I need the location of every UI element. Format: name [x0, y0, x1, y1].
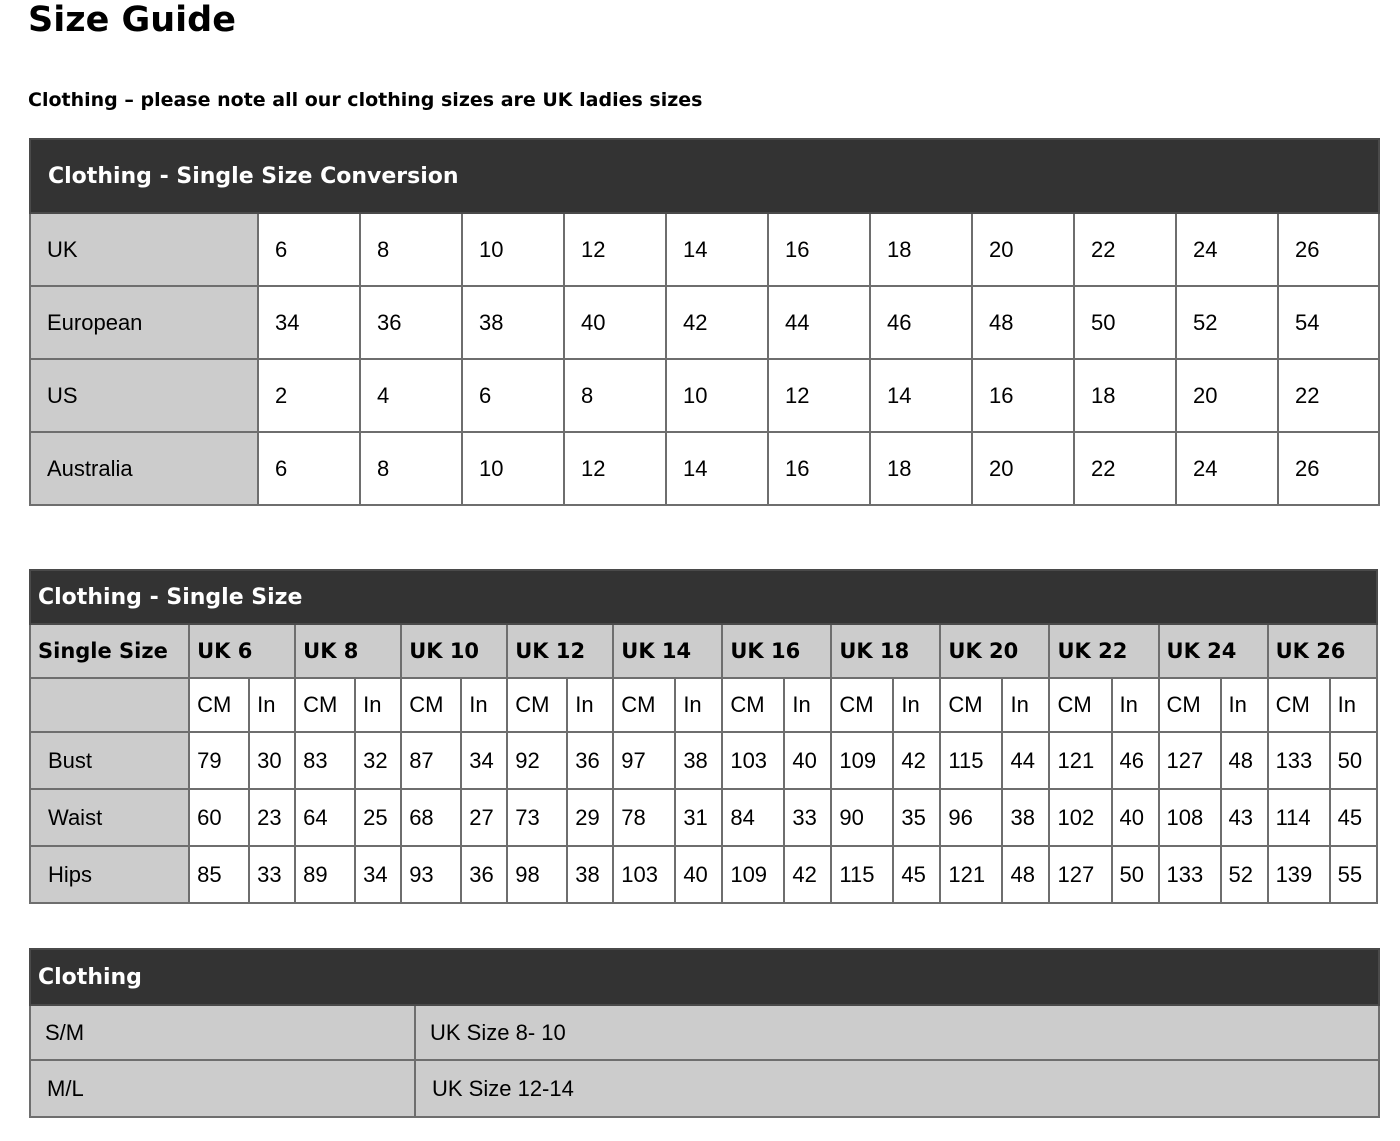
- size-column-header: UK 24: [1159, 624, 1268, 678]
- unit-in-label: In: [784, 678, 831, 732]
- measurement-value-cell: 79: [189, 732, 249, 789]
- size-value-cell: 14: [666, 213, 768, 286]
- measurement-value-cell: 84: [722, 789, 784, 846]
- size-value-cell: 12: [564, 213, 666, 286]
- measurement-value-cell: 32: [355, 732, 401, 789]
- measurement-value-cell: 127: [1159, 732, 1221, 789]
- unit-in-label: In: [1330, 678, 1377, 732]
- size-column-header: UK 14: [613, 624, 722, 678]
- size-system-label: Australia: [30, 432, 258, 505]
- unit-cm-label: CM: [1268, 678, 1330, 732]
- measurement-value-cell: 48: [1221, 732, 1268, 789]
- unit-cm-label: CM: [1049, 678, 1111, 732]
- fit-label: S/M: [30, 1005, 415, 1060]
- unit-in-label: In: [675, 678, 722, 732]
- single-size-table-title: Clothing - Single Size: [30, 570, 1377, 624]
- unit-in-label: In: [1221, 678, 1268, 732]
- fit-label: M/L: [30, 1060, 415, 1117]
- size-value-cell: 10: [666, 359, 768, 432]
- size-value-cell: 40: [564, 286, 666, 359]
- measurement-value-cell: 102: [1049, 789, 1111, 846]
- measurement-value-cell: 60: [189, 789, 249, 846]
- unit-cm-label: CM: [295, 678, 355, 732]
- size-column-header: UK 18: [831, 624, 940, 678]
- measurement-value-cell: 29: [567, 789, 613, 846]
- size-system-label: European: [30, 286, 258, 359]
- measurement-value-cell: 38: [567, 846, 613, 903]
- size-value-cell: 12: [768, 359, 870, 432]
- size-value-cell: 12: [564, 432, 666, 505]
- unit-cm-label: CM: [722, 678, 784, 732]
- size-value-cell: 18: [870, 432, 972, 505]
- size-value-cell: 46: [870, 286, 972, 359]
- measurement-value-cell: 121: [940, 846, 1002, 903]
- size-value-cell: 10: [462, 213, 564, 286]
- size-value-cell: 20: [972, 213, 1074, 286]
- measurement-value-cell: 103: [613, 846, 675, 903]
- unit-row-empty-cell: [30, 678, 189, 732]
- unit-in-label: In: [1112, 678, 1159, 732]
- measurement-value-cell: 42: [893, 732, 940, 789]
- size-value-cell: 6: [258, 213, 360, 286]
- measurement-value-cell: 108: [1159, 789, 1221, 846]
- unit-in-label: In: [355, 678, 401, 732]
- unit-in-label: In: [567, 678, 613, 732]
- unit-in-label: In: [461, 678, 507, 732]
- clothing-table-title: Clothing: [30, 949, 1379, 1005]
- measurement-label: Waist: [30, 789, 189, 846]
- measurement-value-cell: 33: [784, 789, 831, 846]
- single-size-header-label: Single Size: [30, 624, 189, 678]
- size-column-header: UK 8: [295, 624, 401, 678]
- measurement-value-cell: 73: [507, 789, 567, 846]
- measurement-value-cell: 40: [1112, 789, 1159, 846]
- measurement-label: Hips: [30, 846, 189, 903]
- measurement-value-cell: 23: [249, 789, 295, 846]
- measurement-value-cell: 90: [831, 789, 893, 846]
- unit-in-label: In: [1002, 678, 1049, 732]
- unit-cm-label: CM: [401, 678, 461, 732]
- measurement-value-cell: 34: [461, 732, 507, 789]
- unit-in-label: In: [249, 678, 295, 732]
- measurement-value-cell: 121: [1049, 732, 1111, 789]
- size-value-cell: 38: [462, 286, 564, 359]
- measurement-value-cell: 35: [893, 789, 940, 846]
- measurement-value-cell: 115: [940, 732, 1002, 789]
- measurement-value-cell: 31: [675, 789, 722, 846]
- measurement-value-cell: 27: [461, 789, 507, 846]
- measurement-value-cell: 93: [401, 846, 461, 903]
- size-value-cell: 10: [462, 432, 564, 505]
- measurement-value-cell: 42: [784, 846, 831, 903]
- measurement-value-cell: 109: [722, 846, 784, 903]
- size-value-cell: 22: [1278, 359, 1379, 432]
- clothing-fit-table: [29, 948, 1380, 1118]
- measurement-label: Bust: [30, 732, 189, 789]
- size-value-cell: 22: [1074, 213, 1176, 286]
- size-value-cell: 54: [1278, 286, 1379, 359]
- size-value-cell: 16: [972, 359, 1074, 432]
- size-column-header: UK 6: [189, 624, 295, 678]
- measurement-value-cell: 50: [1112, 846, 1159, 903]
- size-value-cell: 16: [768, 432, 870, 505]
- measurement-value-cell: 45: [893, 846, 940, 903]
- measurement-value-cell: 115: [831, 846, 893, 903]
- page-title: Size Guide: [28, 0, 236, 40]
- size-column-header: UK 26: [1268, 624, 1377, 678]
- measurement-value-cell: 64: [295, 789, 355, 846]
- single-size-measurements-table: [29, 569, 1378, 904]
- measurement-value-cell: 103: [722, 732, 784, 789]
- fit-value: UK Size 12-14: [415, 1060, 1379, 1117]
- size-value-cell: 20: [972, 432, 1074, 505]
- unit-cm-label: CM: [613, 678, 675, 732]
- measurement-value-cell: 68: [401, 789, 461, 846]
- measurement-value-cell: 85: [189, 846, 249, 903]
- measurement-value-cell: 133: [1159, 846, 1221, 903]
- size-value-cell: 44: [768, 286, 870, 359]
- size-value-cell: 48: [972, 286, 1074, 359]
- measurement-value-cell: 114: [1268, 789, 1330, 846]
- measurement-value-cell: 109: [831, 732, 893, 789]
- measurement-value-cell: 98: [507, 846, 567, 903]
- measurement-value-cell: 78: [613, 789, 675, 846]
- size-value-cell: 2: [258, 359, 360, 432]
- fit-value: UK Size 8- 10: [415, 1005, 1379, 1060]
- size-conversion-table: [29, 138, 1380, 506]
- unit-in-label: In: [893, 678, 940, 732]
- table-row: [30, 789, 1377, 846]
- measurement-value-cell: 127: [1049, 846, 1111, 903]
- clothing-note: Clothing – please note all our clothing sizes are UK ladies sizes: [28, 89, 703, 111]
- size-value-cell: 6: [258, 432, 360, 505]
- table-row: [30, 213, 1379, 286]
- size-header-row: [30, 624, 1377, 678]
- measurement-value-cell: 30: [249, 732, 295, 789]
- size-column-header: UK 20: [940, 624, 1049, 678]
- measurement-value-cell: 25: [355, 789, 401, 846]
- size-value-cell: 4: [360, 359, 462, 432]
- measurement-value-cell: 48: [1002, 846, 1049, 903]
- measurement-value-cell: 89: [295, 846, 355, 903]
- size-value-cell: 34: [258, 286, 360, 359]
- table-row: [30, 286, 1379, 359]
- size-value-cell: 22: [1074, 432, 1176, 505]
- measurement-value-cell: 44: [1002, 732, 1049, 789]
- table-row: [30, 432, 1379, 505]
- measurement-value-cell: 36: [567, 732, 613, 789]
- measurement-value-cell: 38: [675, 732, 722, 789]
- measurement-value-cell: 96: [940, 789, 1002, 846]
- size-value-cell: 36: [360, 286, 462, 359]
- size-value-cell: 26: [1278, 432, 1379, 505]
- unit-header-row: [30, 678, 1377, 732]
- size-system-label: UK: [30, 213, 258, 286]
- measurement-value-cell: 133: [1268, 732, 1330, 789]
- size-value-cell: 14: [870, 359, 972, 432]
- size-value-cell: 20: [1176, 359, 1278, 432]
- unit-cm-label: CM: [831, 678, 893, 732]
- size-value-cell: 26: [1278, 213, 1379, 286]
- size-value-cell: 16: [768, 213, 870, 286]
- table-row: [30, 359, 1379, 432]
- size-column-header: UK 22: [1049, 624, 1158, 678]
- unit-cm-label: CM: [1159, 678, 1221, 732]
- measurement-value-cell: 139: [1268, 846, 1330, 903]
- size-value-cell: 6: [462, 359, 564, 432]
- unit-cm-label: CM: [189, 678, 249, 732]
- measurement-value-cell: 43: [1221, 789, 1268, 846]
- measurement-value-cell: 33: [249, 846, 295, 903]
- size-value-cell: 24: [1176, 432, 1278, 505]
- measurement-value-cell: 36: [461, 846, 507, 903]
- size-value-cell: 8: [360, 432, 462, 505]
- unit-cm-label: CM: [507, 678, 567, 732]
- size-value-cell: 52: [1176, 286, 1278, 359]
- size-value-cell: 8: [564, 359, 666, 432]
- conversion-table-title: Clothing - Single Size Conversion: [30, 139, 1379, 213]
- measurement-value-cell: 97: [613, 732, 675, 789]
- measurement-value-cell: 92: [507, 732, 567, 789]
- size-system-label: US: [30, 359, 258, 432]
- size-value-cell: 42: [666, 286, 768, 359]
- measurement-value-cell: 40: [784, 732, 831, 789]
- unit-cm-label: CM: [940, 678, 1002, 732]
- size-column-header: UK 10: [401, 624, 507, 678]
- measurement-value-cell: 46: [1112, 732, 1159, 789]
- size-value-cell: 14: [666, 432, 768, 505]
- table-row: [30, 1060, 1379, 1117]
- measurement-value-cell: 34: [355, 846, 401, 903]
- size-value-cell: 18: [1074, 359, 1176, 432]
- measurement-value-cell: 83: [295, 732, 355, 789]
- table-row: [30, 732, 1377, 789]
- measurement-value-cell: 52: [1221, 846, 1268, 903]
- size-value-cell: 18: [870, 213, 972, 286]
- measurement-value-cell: 55: [1330, 846, 1377, 903]
- table-row: [30, 1005, 1379, 1060]
- measurement-value-cell: 40: [675, 846, 722, 903]
- size-column-header: UK 16: [722, 624, 831, 678]
- size-value-cell: 50: [1074, 286, 1176, 359]
- size-column-header: UK 12: [507, 624, 613, 678]
- table-row: [30, 846, 1377, 903]
- measurement-value-cell: 50: [1330, 732, 1377, 789]
- measurement-value-cell: 87: [401, 732, 461, 789]
- size-value-cell: 24: [1176, 213, 1278, 286]
- measurement-value-cell: 45: [1330, 789, 1377, 846]
- size-value-cell: 8: [360, 213, 462, 286]
- measurement-value-cell: 38: [1002, 789, 1049, 846]
